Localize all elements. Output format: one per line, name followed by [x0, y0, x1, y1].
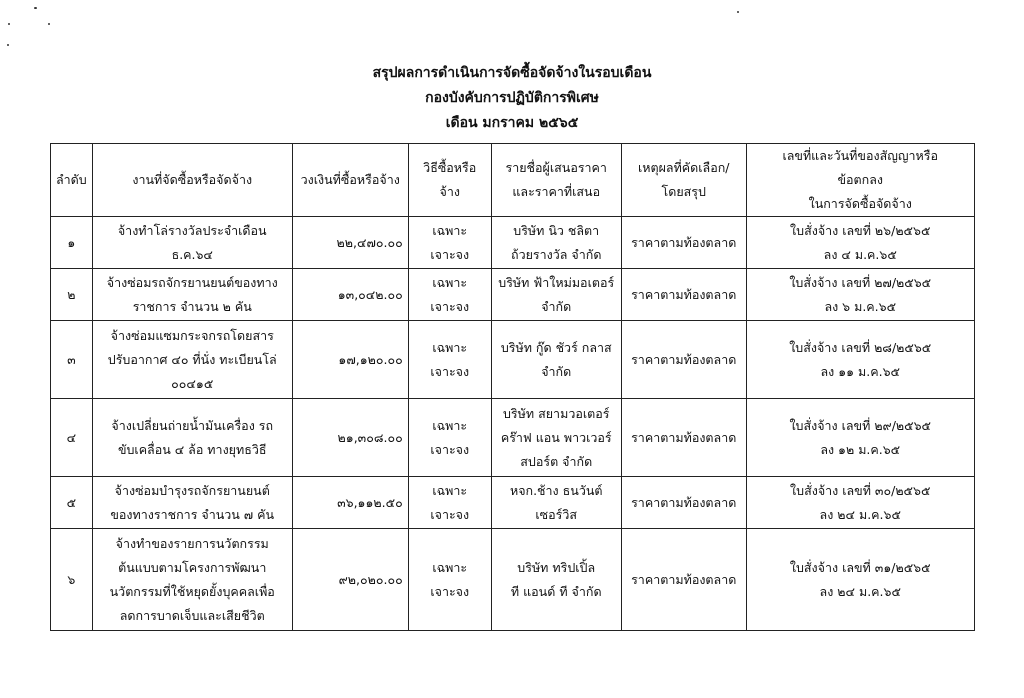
task-cell: จ้างซ่อมบำรุงรถจักรยานยนต์ ของทางราชการ จำนวน ๗ คัน	[92, 477, 292, 529]
header-cell: เลขที่และวันที่ของสัญญาหรือ ข้อตกลง ในการจัดซื้อจัดจ้าง	[746, 144, 974, 217]
row-number: ๓	[51, 321, 93, 399]
method-cell: เฉพาะเจาะจง	[408, 217, 491, 269]
row-number: ๕	[51, 477, 93, 529]
header-cell: วงเงินที่ซื้อหรือจ้าง	[292, 144, 408, 217]
vendor-cell: บริษัท กู๊ด ชัวร์ กลาส จำกัด	[491, 321, 621, 399]
reason-cell: ราคาตามท้องตลาด	[621, 321, 746, 399]
row-number: ๑	[51, 217, 93, 269]
document-header	[0, 61, 1024, 136]
scan-speck	[48, 23, 50, 25]
amount-cell: ๙๒,๐๒๐.๐๐	[292, 529, 408, 631]
reason-cell: ราคาตามท้องตลาด	[621, 529, 746, 631]
header-cell: วิธีซื้อหรือจ้าง	[408, 144, 491, 217]
row-number: ๖	[51, 529, 93, 631]
contract-cell: ใบสั่งจ้าง เลขที่ ๒๙/๒๕๖๕ ลง ๑๒ ม.ค.๖๕	[746, 399, 974, 477]
reason-cell: ราคาตามท้องตลาด	[621, 399, 746, 477]
title-line: สรุปผลการดำเนินการจัดซื้อจัดจ้างในรอบเดือน	[372, 65, 652, 81]
vendor-cell: บริษัท ฟ้าใหม่มอเตอร์ จำกัด	[491, 269, 621, 321]
procurement-table	[50, 143, 975, 631]
task-cell: จ้างทำโล่รางวัลประจำเดือน ธ.ค.๖๔	[92, 217, 292, 269]
method-cell: เฉพาะเจาะจง	[408, 477, 491, 529]
row-number: ๒	[51, 269, 93, 321]
reason-cell: ราคาตามท้องตลาด	[621, 269, 746, 321]
method-cell: เฉพาะเจาะจง	[408, 529, 491, 631]
title-line: กองบังคับการปฏิบัติการพิเศษ	[425, 90, 599, 106]
header-cell: งานที่จัดซื้อหรือจัดจ้าง	[92, 144, 292, 217]
amount-cell: ๒๑,๓๐๘.๐๐	[292, 399, 408, 477]
contract-cell: ใบสั่งจ้าง เลขที่ ๓๐/๒๕๖๕ ลง ๒๔ ม.ค.๖๕	[746, 477, 974, 529]
task-cell: จ้างซ่อมแซมกระจกรถโดยสาร ปรับอากาศ ๔๐ ที่นั่ง ทะเบียนโล่ ๐๐๔๑๕	[92, 321, 292, 399]
contract-cell: ใบสั่งจ้าง เลขที่ ๒๖/๒๕๖๕ ลง ๔ ม.ค.๖๕	[746, 217, 974, 269]
table-row	[51, 477, 975, 529]
contract-cell: ใบสั่งจ้าง เลขที่ ๒๗/๒๕๖๕ ลง ๖ ม.ค.๖๕	[746, 269, 974, 321]
vendor-cell: บริษัท นิว ชลิตา ถ้วยรางวัล จำกัด	[491, 217, 621, 269]
vendor-cell: บริษัท สยามวอเตอร์ คร๊าฟ แอน พาวเวอร์ สปอร์ต จำกัด	[491, 399, 621, 477]
contract-cell: ใบสั่งจ้าง เลขที่ ๒๘/๒๕๖๕ ลง ๑๑ ม.ค.๖๕	[746, 321, 974, 399]
contract-cell: ใบสั่งจ้าง เลขที่ ๓๑/๒๕๖๕ ลง ๒๔ ม.ค.๖๕	[746, 529, 974, 631]
reason-cell: ราคาตามท้องตลาด	[621, 477, 746, 529]
table-row	[51, 529, 975, 631]
header-row	[51, 144, 975, 217]
header-cell: รายชื่อผู้เสนอราคา และราคาที่เสนอ	[491, 144, 621, 217]
vendor-cell: หจก.ช้าง ธนวันต์ เซอร์วิส	[491, 477, 621, 529]
table-row	[51, 217, 975, 269]
scan-speck	[7, 44, 9, 46]
table-row	[51, 321, 975, 399]
task-cell: จ้างทำของรายการนวัตกรรม ต้นแบบตามโครงการพัฒนา นวัตกรรมที่ใช้หยุดยั้งบุคคลเพื่อ ลดการบาดเจ็บและเสียชีวิต	[92, 529, 292, 631]
method-cell: เฉพาะเจาะจง	[408, 269, 491, 321]
amount-cell: ๒๒,๔๗๐.๐๐	[292, 217, 408, 269]
scan-speck	[737, 11, 739, 13]
scan-speck	[34, 7, 37, 9]
title-line: เดือน มกราคม ๒๕๖๕	[445, 115, 579, 131]
method-cell: เฉพาะเจาะจง	[408, 321, 491, 399]
reason-cell: ราคาตามท้องตลาด	[621, 217, 746, 269]
amount-cell: ๑๗,๑๒๐.๐๐	[292, 321, 408, 399]
row-number: ๔	[51, 399, 93, 477]
amount-cell: ๑๓,๐๔๒.๐๐	[292, 269, 408, 321]
task-cell: จ้างเปลี่ยนถ่ายน้ำมันเครื่อง รถ ขับเคลื่อน ๔ ล้อ ทางยุทธวิธี	[92, 399, 292, 477]
table-row	[51, 399, 975, 477]
amount-cell: ๓๖,๑๑๒.๕๐	[292, 477, 408, 529]
table-row	[51, 269, 975, 321]
header-cell: ลำดับ	[51, 144, 93, 217]
vendor-cell: บริษัท ทริปเปิ้ล ที แอนด์ ที จำกัด	[491, 529, 621, 631]
method-cell: เฉพาะเจาะจง	[408, 399, 491, 477]
scan-speck	[8, 23, 10, 25]
task-cell: จ้างซ่อมรถจักรยานยนต์ของทาง ราชการ จำนวน ๒ คัน	[92, 269, 292, 321]
header-cell: เหตุผลที่คัดเลือก/ โดยสรุป	[621, 144, 746, 217]
